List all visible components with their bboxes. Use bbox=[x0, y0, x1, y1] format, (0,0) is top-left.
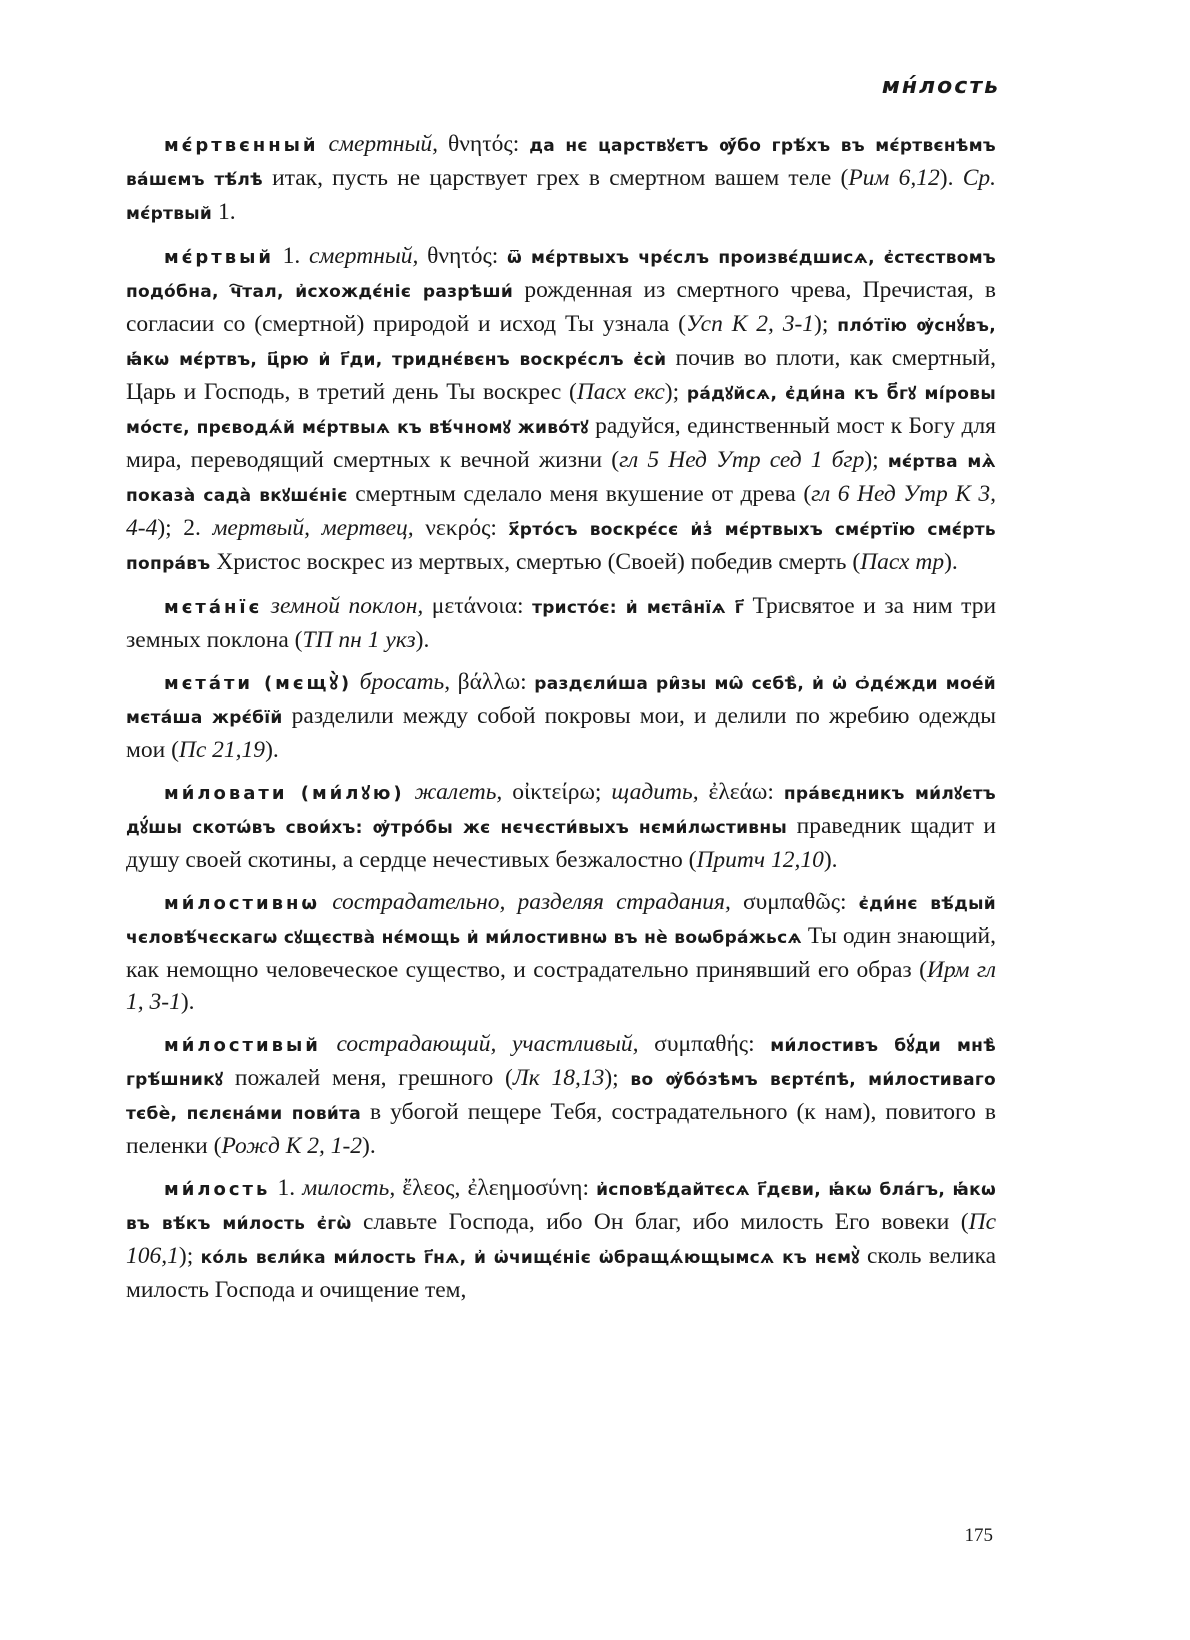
body-text: θνητός: bbox=[438, 131, 530, 157]
spacer bbox=[262, 593, 271, 619]
church-slavonic-quote: ра́дꙋйсѧ, є҆ди́на къ б҃гꙋ мі́ровы мо́стє, прєводѧ́й мє́ртвыѧ къ вѣ́чномꙋ живо́тꙋ bbox=[126, 384, 996, 438]
body-text: ); bbox=[664, 379, 687, 405]
italic-text: земной поклон, bbox=[270, 593, 424, 619]
italic-text: Ирм гл 1, 3-1 bbox=[126, 957, 996, 1015]
headword: мє́ртвєнный bbox=[164, 135, 319, 156]
body-text: νεκρός: bbox=[413, 515, 509, 541]
italic-text: сострадательно, разделяя страдания, bbox=[332, 889, 731, 915]
body-text: почив во плоти, как смертный, Царь и Господь, в третий день Ты воскрес ( bbox=[126, 345, 996, 405]
church-slavonic-quote: х҃рто́съ воскрє́сє и҆з̾ мє́ртвыхъ смє́ртїю смє́рть попра́въ bbox=[126, 520, 996, 574]
church-slavonic-quote: во ѹ҆бо́зѣмъ вєртє́пѣ, ми́лостиваго тєбѐ, пєлєна́ми пови́та bbox=[126, 1070, 996, 1124]
headword: ми́лостивнѡ bbox=[164, 893, 321, 914]
page-number: 175 bbox=[964, 1525, 993, 1546]
dictionary-entry bbox=[126, 1172, 996, 1306]
body-text: в убогой пещере Тебя, сострадательного (к нам), повитого в пеленки ( bbox=[126, 1099, 996, 1159]
church-slavonic-quote: ко́ль вєли́ка ми́лость г҃нѧ, и҆ ѡ҆чищє́ніє ѡ҆бращѧ́ющымсѧ къ нємꙋ̀ bbox=[200, 1248, 860, 1268]
italic-text: сострадающий, участливый, bbox=[336, 1031, 639, 1057]
italic-text: щадить, bbox=[611, 779, 699, 805]
italic-text: милость, bbox=[302, 1175, 396, 1201]
italic-text: Рожд К 2, 1-2 bbox=[221, 1133, 363, 1159]
body-text: Трисвятое и за ним три земных поклона ( bbox=[126, 593, 997, 653]
body-text: ). bbox=[823, 847, 838, 873]
italic-text: Пс 21,19 bbox=[178, 737, 266, 763]
italic-text: гл 6 Нед Утр К 3, 4-4 bbox=[126, 481, 997, 541]
body-text: 1. bbox=[270, 1175, 303, 1201]
body-text: συμπαθῶς: bbox=[730, 889, 859, 915]
church-slavonic-quote: тристо́є: и҆ мєта̑нїѧ г҃ bbox=[532, 598, 744, 618]
church-slavonic-quote: ми́лостивъ бꙋ́ди мнѣ̀ грѣ́шникꙋ bbox=[126, 1036, 997, 1090]
spacer bbox=[405, 779, 415, 805]
italic-text: Притч 12,10 bbox=[696, 847, 824, 873]
spacer bbox=[352, 669, 360, 695]
body-text: славьте Господа, ибо Он благ, ибо милость Его вовеки ( bbox=[351, 1209, 969, 1235]
church-slavonic-quote: мє́ртва мѧ̀ показа̀ сада̀ вкꙋшє́ніє bbox=[126, 452, 997, 506]
body-text: сколь велика милость Господа и очищение тем, bbox=[126, 1243, 996, 1303]
body-text: θνητός: bbox=[418, 243, 507, 269]
body-text: ). bbox=[180, 989, 195, 1015]
spacer bbox=[321, 1031, 337, 1057]
church-slavonic-quote: пло́тїю ѹ҆снꙋ́въ, ꙗ҆́кѡ мє́ртвъ, ц҃рю и҆ г҃ди, триднє́вєнъ воскрє́слъ є҆сѝ bbox=[126, 316, 996, 370]
running-head: мн́лость bbox=[881, 74, 1000, 99]
body-text: рожденная из смертного чрева, Пречистая, в согласии со (смертной) природой и исход Ты узнала ( bbox=[126, 277, 996, 337]
body-text: радуйся, единственный мост к Богу для мира, переводящий смертных к вечной жизни ( bbox=[126, 413, 996, 473]
italic-text: Пасх екс bbox=[576, 379, 665, 405]
body-text: ). bbox=[265, 737, 279, 763]
italic-text: бросать, bbox=[359, 669, 451, 695]
italic-text: мертвый, мертвец, bbox=[212, 515, 414, 541]
body-text: итак, пусть не царствует грех в смертном вашем теле ( bbox=[262, 165, 849, 191]
headword: мєта́нїє bbox=[164, 597, 263, 618]
body-text: ἐλεάω: bbox=[698, 779, 784, 805]
italic-text: жалеть, bbox=[414, 779, 503, 805]
italic-text: смертный, bbox=[328, 131, 439, 157]
body-text: 1. bbox=[273, 243, 309, 269]
church-slavonic-quote: є҆ди́нє вѣ́дый чєловѣ́чєскагѡ сꙋщєства̀ нє́мощь и҆ ми́лостивнѡ въ нѐ воѡбра́жьсѧ bbox=[126, 894, 997, 948]
italic-text: Усп К 2, 3-1 bbox=[685, 311, 815, 337]
headword: ми́лостивый bbox=[164, 1035, 321, 1056]
dictionary-entry bbox=[126, 1028, 996, 1162]
body-text: Ты один знающий, как немощно человеческое существо, и сострадательно принявший его образ ( bbox=[126, 923, 996, 983]
body-text: ). bbox=[944, 549, 958, 575]
church-slavonic-quote: мє́ртвый bbox=[126, 204, 213, 224]
body-text: συμπαθής: bbox=[638, 1031, 771, 1057]
dictionary-entry bbox=[126, 666, 996, 766]
church-slavonic-quote: пра́вєдникъ ми́лꙋєтъ дꙋ́шы скотѡ́въ свои́хъ: ѹ҆тро́бы жє нєчєсти́выхъ нєми́лѡстивны bbox=[126, 784, 996, 838]
spacer bbox=[320, 889, 332, 915]
body-text: ); bbox=[814, 311, 838, 337]
body-text: ); bbox=[864, 447, 888, 473]
spacer bbox=[319, 131, 329, 157]
body-text: βάλλω: bbox=[450, 669, 535, 695]
church-slavonic-quote: ѿ мє́ртвыхъ чрє́слъ произвє́дшисѧ, є҆стєствомъ подо́бна, ч҇тал, и҆схождє́ніє разрѣши́ bbox=[126, 248, 996, 302]
body-text: 1. bbox=[212, 199, 236, 225]
church-slavonic-quote: раздєли́ша ри̑зы мѡ̑ сєбѣ̀, и҆ ѡ҆ ѻ҆дє́жди мое́й мєта́ша жрє́бїй bbox=[126, 674, 996, 728]
italic-text: Ср. bbox=[962, 165, 996, 191]
headword: ми́ловати (ми́лꙋю) bbox=[164, 783, 405, 804]
dictionary-entry bbox=[126, 128, 996, 230]
dictionary-entry bbox=[126, 886, 996, 1018]
italic-text: ТП пн 1 укз bbox=[302, 627, 416, 653]
dictionary-entry bbox=[126, 590, 996, 656]
body-text: ); bbox=[604, 1065, 631, 1091]
italic-text: смертный, bbox=[308, 243, 419, 269]
body-text: смертным сделало меня вкушение от древа ( bbox=[347, 481, 812, 507]
body-text: Христос воскрес из мертвых, смертью (Своей) победив смерть ( bbox=[210, 549, 861, 575]
body-text: ). bbox=[939, 165, 963, 191]
headword: мєта́ти (мєщꙋ̀) bbox=[164, 673, 353, 694]
body-text: μετάνοια: bbox=[423, 593, 533, 619]
italic-text: гл 5 Нед Утр сед 1 бгр bbox=[619, 447, 865, 473]
headword: мє́ртвый bbox=[164, 247, 274, 268]
italic-text: Рим 6,12 bbox=[848, 165, 940, 191]
body-text: οἰκτείρω; bbox=[502, 779, 612, 805]
body-text: праведник щадит и душу своей скотины, а сердце нечестивых безжалостно ( bbox=[126, 813, 996, 873]
body-text: ). bbox=[362, 1133, 376, 1159]
italic-text: Пасх тр bbox=[860, 549, 945, 575]
church-slavonic-quote: и҆сповѣ́дайтєсѧ г҃дєви, ꙗ҆́кѡ бла́гъ, ꙗ҆́кѡ въ вѣ́къ ми́лость є҆гѡ̀ bbox=[126, 1180, 997, 1234]
body-text: ); bbox=[178, 1243, 201, 1269]
body-text: разделили между собой покровы мои, и делили по жребию одежды мои ( bbox=[126, 703, 996, 763]
church-slavonic-quote: да нє царствꙋєтъ ѹ҆́бо грѣ́хъ въ мє́ртвєнѣмъ ва́шємъ тѣ́лѣ bbox=[126, 136, 997, 190]
dictionary-entry bbox=[126, 776, 996, 876]
italic-text: Пс 106,1 bbox=[126, 1209, 996, 1269]
italic-text: Лк 18,13 bbox=[512, 1065, 605, 1091]
dictionary-entry bbox=[126, 240, 996, 580]
body-text: ). bbox=[415, 627, 430, 653]
body-text: пожалей меня, грешного ( bbox=[223, 1065, 513, 1091]
headword: ми́лость bbox=[164, 1179, 271, 1200]
dictionary-column bbox=[126, 128, 996, 1316]
body-text: ἔλεος, ἐλεημοσύνη: bbox=[395, 1175, 597, 1201]
body-text: ); 2. bbox=[157, 515, 213, 541]
